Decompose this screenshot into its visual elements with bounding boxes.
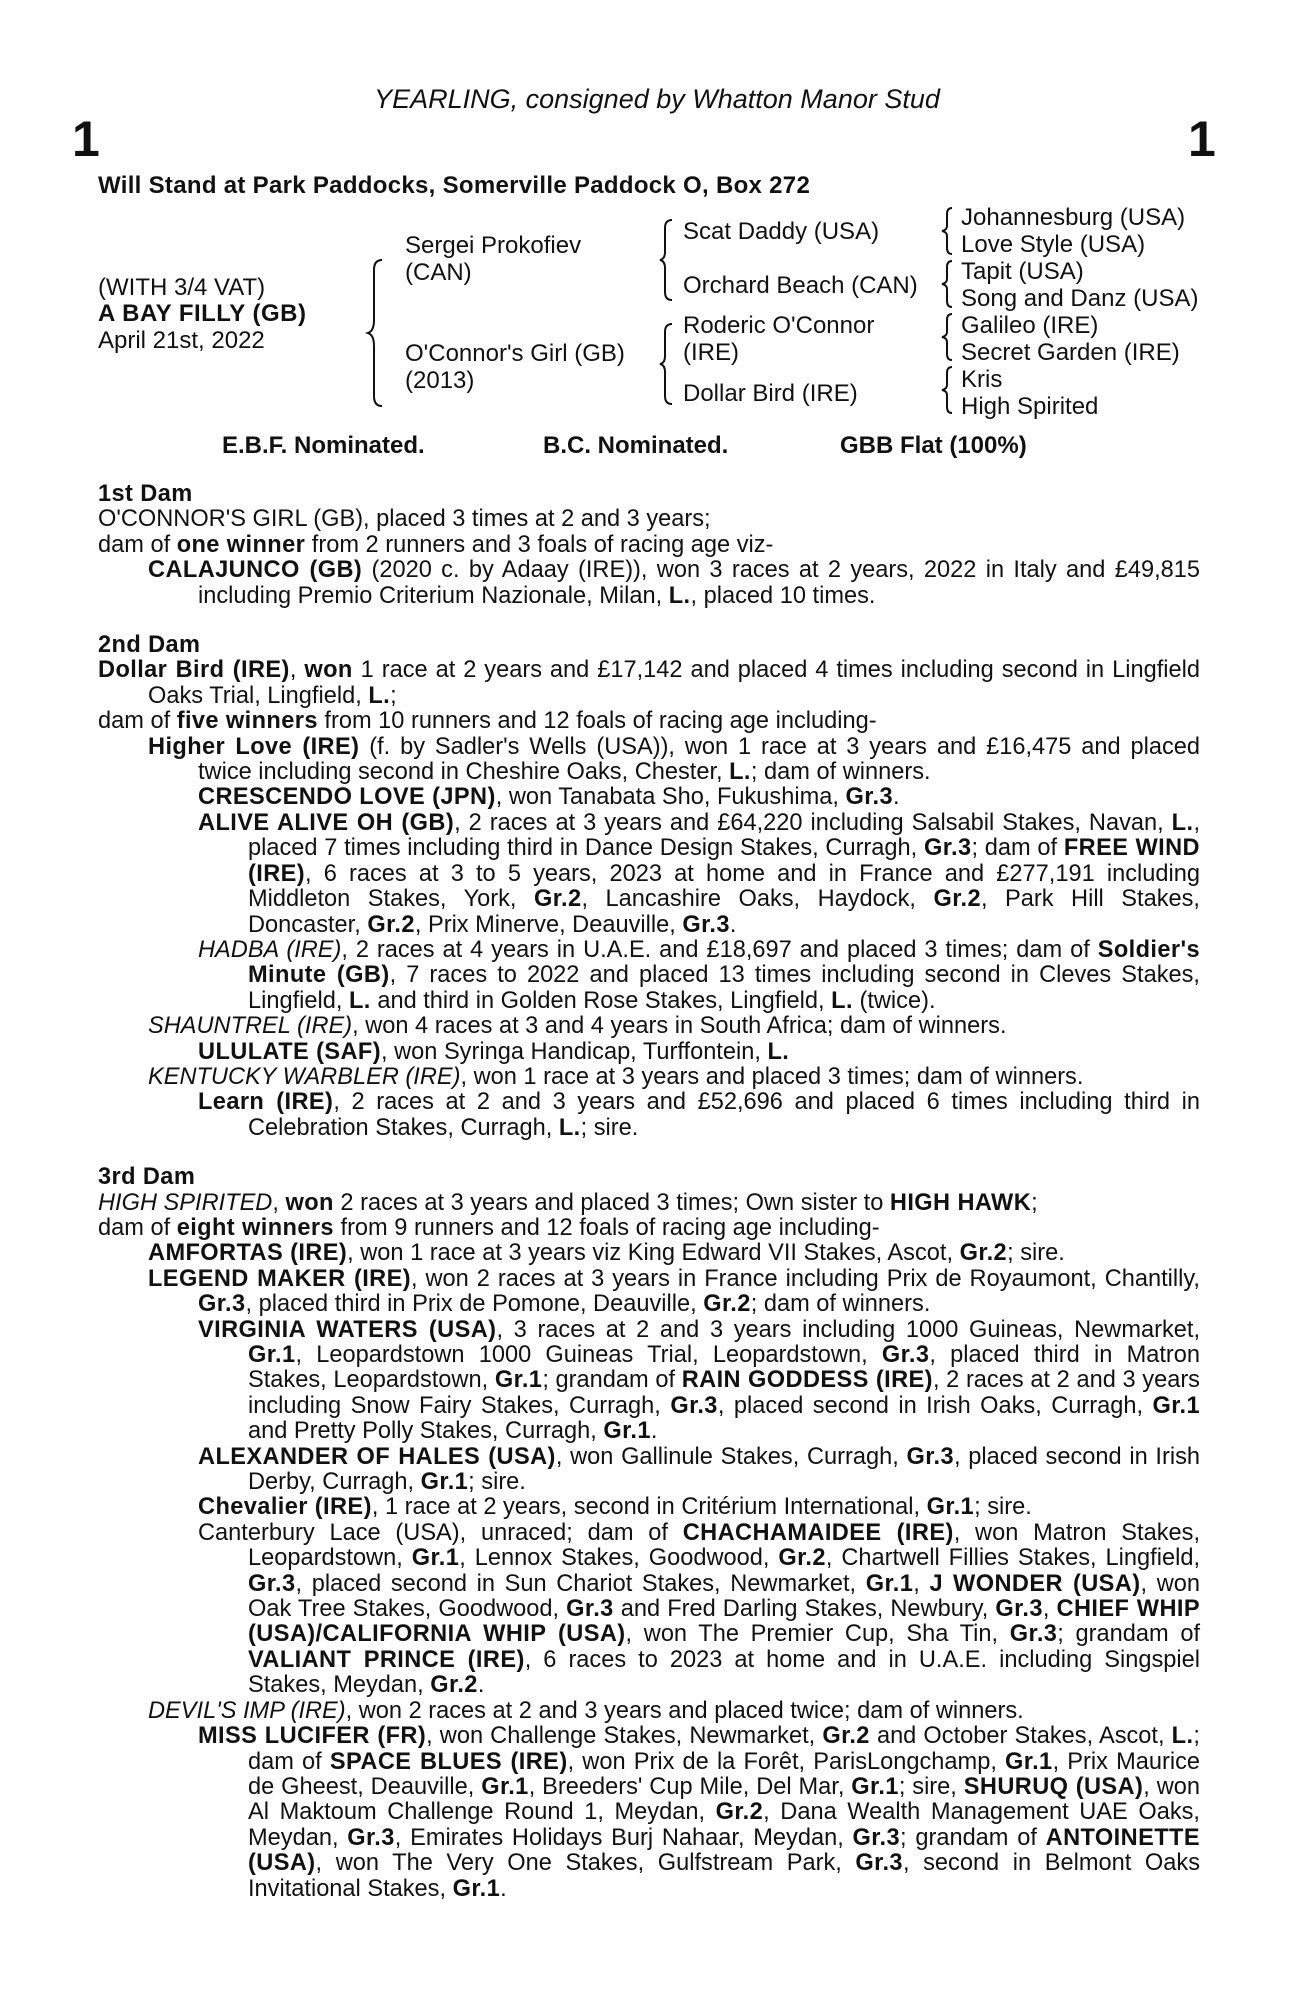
dam-name: O'Connor's Girl (GB) (405, 340, 625, 367)
first-dam-heading: 1st Dam (98, 481, 193, 507)
produce-hadba: HADBA (IRE), 2 races at 4 years in U.A.E. and £18,697 and placed 3 times; dam of Soldier's Minute (GB), 7 races to 2022 and placed 13 times including second in Cleves Stakes, Lingfield, L. and third in Golden Rose Stakes, Lingfield, L. (twice). (198, 936, 1201, 1014)
produce-kentucky-warbler: KENTUCKY WARBLER (IRE), won 1 race at 3 years and placed 3 times; dam of winners. (148, 1063, 1084, 1090)
ebf-nomination: E.B.F. Nominated. (222, 432, 425, 459)
ggp-1: Johannesburg (USA) (961, 204, 1186, 231)
pedigree-brace-ggp-1 (942, 206, 956, 256)
produce-alive-alive-oh: ALIVE ALIVE OH (GB), 2 races at 3 years and £64,220 including Salsabil Stakes, Navan, L., placed 7 times including third in Dance Design Stakes, Curragh, Gr.3; dam of FREE WIND (IRE), 6 races at 3 to 5 years, 2023 at home and in France and £277,191 including Middleton Stakes, York, Gr.2, Lancashire Oaks, Haydock, Gr.2, Park Hill Stakes, Doncaster, Gr.2, Prix Minerve, Deauville, Gr.3. (198, 809, 1201, 938)
pedigree-brace-parents (368, 258, 392, 408)
ggp-8: High Spirited (961, 393, 1099, 420)
ggp-4: Song and Danz (USA) (961, 285, 1199, 312)
second-dam-record: Dollar Bird (IRE), won 1 race at 2 years and £17,142 and placed 4 times including second in Lingfield Oaks Trial, Lingfield, L.; (98, 657, 1200, 709)
pedigree-brace-ggp-4 (942, 365, 956, 415)
first-dam-produce-summary: dam of one winner from 2 runners and 3 foals of racing age viz- (98, 531, 774, 558)
dam-sire-country: (IRE) (683, 339, 739, 366)
sire-name: Sergei Prokofiev (405, 232, 582, 259)
produce-alexander-of-hales: ALEXANDER OF HALES (USA), won Gallinule Stakes, Curragh, Gr.3, placed second in Irish Derby, Curragh, Gr.1; sire. (198, 1443, 1200, 1496)
lot-number-left: 1 (72, 111, 100, 167)
ggp-7: Kris (961, 366, 1003, 393)
bc-nomination: B.C. Nominated. (543, 432, 729, 459)
lot-title: A BAY FILLY (GB) (98, 300, 307, 327)
produce-higher-love: Higher Love (IRE) (f. by Sadler's Wells (USA)), won 1 race at 3 years and £16,475 and placed twice including second in Cheshire Oaks, Chester, L.; dam of winners. (148, 733, 1200, 786)
second-dam-heading: 2nd Dam (98, 632, 201, 659)
lot-number-right: 1 (1188, 111, 1216, 167)
produce-ululate: ULULATE (SAF), won Syringa Handicap, Turffontein, L. (198, 1038, 790, 1065)
ggp-5: Galileo (IRE) (961, 312, 1099, 339)
produce-shauntrel: SHAUNTREL (IRE), won 4 races at 3 and 4 years in South Africa; dam of winners. (148, 1013, 1007, 1040)
pedigree-brace-ggp-3 (942, 312, 956, 362)
ggp-3: Tapit (USA) (961, 258, 1084, 285)
dam-sire-name: Roderic O'Connor (683, 312, 875, 339)
sire-dam: Orchard Beach (CAN) (683, 272, 918, 299)
produce-canterbury-lace: Canterbury Lace (USA), unraced; dam of CHACHAMAIDEE (IRE), won Matron Stakes, Leopardstown, Gr.1, Lennox Stakes, Goodwood, Gr.2, Chartwell Fillies Stakes, Lingfield, Gr.3, placed second in Sun Chariot Stakes, Newmarket, Gr.1, J WONDER (USA), won Oak Tree Stakes, Goodwood, Gr.3 and Fred Darling Stakes, Newbury, Gr.3, CHIEF WHIP (USA)/CALIFORNIA WHIP (USA), won The Premier Cup, Sha Tin, Gr.3; grandam of VALIANT PRINCE (IRE), 6 races to 2023 at home and in U.A.E. including Singspiel Stakes, Meydan, Gr.2. (198, 1519, 1200, 1699)
stabling-location: Will Stand at Park Paddocks, Somerville Paddock O, Box 272 (98, 172, 811, 199)
produce-virginia-waters: VIRGINIA WATERS (USA), 3 races at 2 and 3 years including 1000 Guineas, Newmarket, Gr.1, Leopardstown 1000 Guineas Trial, Leopardstown, Gr.3, placed third in Matron Stakes, Leopardstown, Gr.1; grandam of RAIN GODDESS (IRE), 2 races at 2 and 3 years including Snow Fairy Stakes, Curragh, Gr.3, placed second in Irish Oaks, Curragh, Gr.1 and Pretty Polly Stakes, Curragh, Gr.1. (198, 1316, 1201, 1445)
ggp-2: Love Style (USA) (961, 231, 1146, 258)
ggp-6: Secret Garden (IRE) (961, 339, 1180, 366)
produce-calajunco: CALAJUNCO (GB) (2020 c. by Adaay (IRE)), won 3 races at 2 years, 2022 in Italy and £49,815 including Premio Criterium Nazionale, Milan, L., placed 10 times. (148, 557, 1200, 609)
third-dam-heading: 3rd Dam (98, 1164, 196, 1191)
produce-record (98, 482, 1200, 1902)
third-dam-record: HIGH SPIRITED, won 2 races at 3 years and placed 3 times; Own sister to HIGH HAWK; (98, 1189, 1038, 1216)
dam-dam: Dollar Bird (IRE) (683, 380, 858, 407)
produce-chevalier: Chevalier (IRE), 1 race at 2 years, second in Critérium International, Gr.1; sire. (198, 1494, 1032, 1521)
second-dam-produce-summary: dam of five winners from 10 runners and 12 foals of racing age including- (98, 708, 877, 735)
pedigree-brace-ggp-2 (942, 259, 956, 309)
dam-year: (2013) (405, 367, 475, 394)
produce-crescendo-love: CRESCENDO LOVE (JPN), won Tanabata Sho, Fukushima, Gr.3. (198, 784, 900, 811)
third-dam-produce-summary: dam of eight winners from 9 runners and 12 foals of racing age including- (98, 1214, 880, 1241)
produce-learn: Learn (IRE), 2 races at 2 and 3 years and £52,696 and placed 6 times including third in Celebration Stakes, Curragh, L.; sire. (198, 1089, 1201, 1141)
produce-devils-imp: DEVIL'S IMP (IRE), won 2 races at 2 and 3 years and placed twice; dam of winners. (148, 1697, 1024, 1724)
produce-legend-maker: LEGEND MAKER (IRE), won 2 races at 3 years in France including Prix de Royaumont, Chantilly, Gr.3, placed third in Prix de Pomone, Deauville, Gr.2; dam of winners. (148, 1265, 1200, 1318)
vat-note: (WITH 3/4 VAT) (98, 274, 266, 301)
produce-miss-lucifer: MISS LUCIFER (FR), won Challenge Stakes, Newmarket, Gr.2 and October Stakes, Ascot, L.; dam of SPACE BLUES (IRE), won Prix de la Forêt, ParisLongchamp, Gr.1, Prix Maurice de Gheest, Deauville, Gr.1, Breeders' Cup Mile, Del Mar, Gr.1; sire, SHURUQ (USA), won Al Maktoum Challenge Round 1, Meydan, Gr.2, Dana Wealth Management UAE Oaks, Meydan, Gr.3, Emirates Holidays Burj Nahaar, Meydan, Gr.3; grandam of ANTOINETTE (USA), won The Very One Stakes, Gulfstream Park, Gr.3, second in Belmont Oaks Invitational Stakes, Gr.1. (198, 1723, 1200, 1902)
consignment-line: YEARLING, consigned by Whatton Manor Stud (374, 84, 940, 114)
sire-country: (CAN) (405, 259, 472, 286)
first-dam-record: O'CONNOR'S GIRL (GB), placed 3 times at 2 and 3 years; (98, 506, 711, 533)
pedigree-brace-sire (660, 218, 678, 302)
gbb-flat: GBB Flat (100%) (840, 432, 1027, 459)
pedigree-brace-dam (660, 322, 678, 406)
sire-sire: Scat Daddy (USA) (683, 218, 880, 245)
produce-amfortas: AMFORTAS (IRE), won 1 race at 3 years viz King Edward VII Stakes, Ascot, Gr.2; sire. (148, 1240, 1065, 1267)
foaling-date: April 21st, 2022 (98, 327, 265, 354)
